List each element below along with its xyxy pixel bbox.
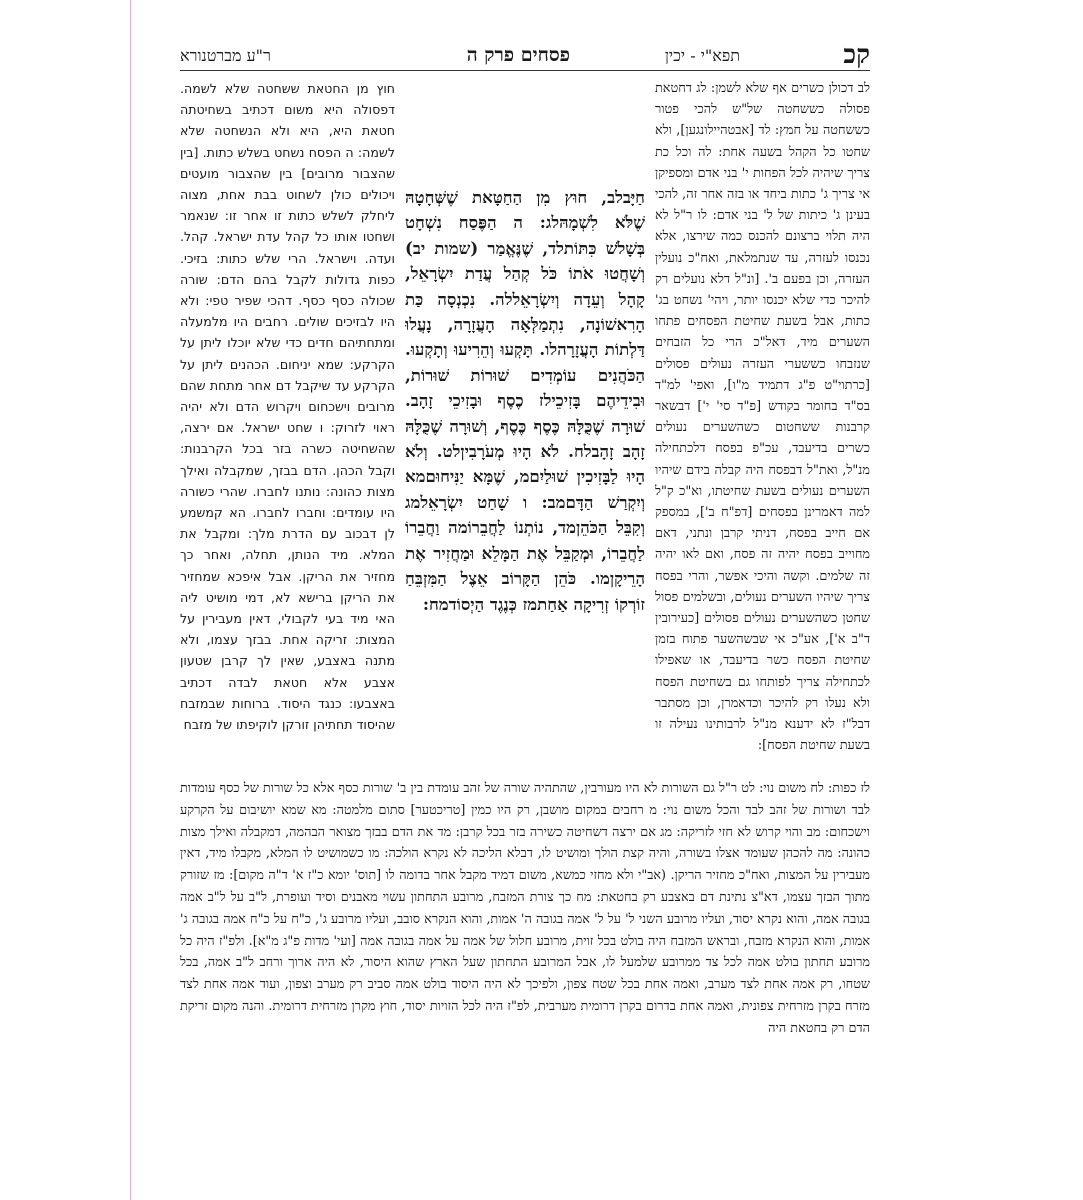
page-border — [130, 0, 131, 1200]
tractate-chapter-title: פסחים פרק ה — [466, 44, 570, 66]
mishnah-text-block — [405, 185, 645, 730]
tiferet-yisrael-commentary — [655, 78, 870, 778]
commentary-title: תפא"י - יכין — [664, 46, 740, 65]
bartenura-title: ר"ע מברטנורא — [180, 46, 271, 65]
bottom-commentary — [180, 778, 870, 1148]
bartenura-commentary — [180, 78, 395, 790]
header-rule — [180, 70, 870, 71]
page-header — [180, 40, 870, 74]
commentary-left-text: חוץ מן החטאת ששחטה שלא לשמה. דפסולה היא משום דכתיב בשחיטתה חטאת היא, היא ולא הנשחטה שלא לשמה: ה הפסח נשחט בשלש כתות. [בין שהצבור מרובים] בין שהצבור מועטים ויכולים כולן לשחוט בבת אחת, מצוה ליחלק לשלש כתות זו אחר זו: שנאמר ושחטו אותו כל קהל עדת ישראל. קהל. ועדה. וישראל. הרי שלש כתות: בזיכי. כפות גדולות לקבל בהם הדם: שורה שכולה כסף כסף. דהכי שפיר טפי: ולא היו לבזיכים שולים. רחבים היו מלמעלה ומתחתיהם חדים כדי שלא יוכלו ליתן על הקרקע: שמא יניחום. הכהנים ליתן על הקרקע עד שיקבל דם אחר מתחת שהם מרובים וישכחום ויקרוש הדם ולא יהיה ראוי לזרוק: ו שחט ישראל. אם ירצה, שהשחיטה כשרה בזר בכל הקרבנות: וקבל הכהן. הדם בבזך, שמקבלה ואילך מצות כהונה: נותנו לחברו. שהרי כשורה היו עומדים: וחברו לחברו. הא קמשמע לן דבכוב עם הדרת מלך: ומקבל את המלא. מיד הנותן, תחלה, ואחר כך מחזיר את הריקן. אבל איפכא שמחזיר את הריקן ברישא לא, דמי מושיט ליה האי מיד בעי לקבולי, דאין מעבירין על המצות: זריקה אחת. בבזך עצמו, ולא מתנה באצבע, שאין לך קרבן שטעון אצבע אלא חטאת לבדה דכתיב באצבעו: כנגד היסוד. ברוחות שבמזבח שהיסוד תחתיהן זורקן לוקיפתו של מזבח — [180, 81, 395, 733]
commentary-bottom-text: לז כפות: לח משום נוי: לט ר"ל גם השורות לא היו מעורבין, שהתהיה שורה של זהב עומדת בין ב' שורות כסף אלא כל שורות של כסף עומדות לבד ושורות של זהב לבד והכל משום נוי: מ רחבים במקום מושבן, רק היו כמין [טריכטער] סתום מלמטה: מא שמא יושיבום על הקרקע וישכחום: מב והוי קרוש לא חזי לזריקה: מג אם ירצה דשחיטה כשירה בזר בכל קרבן: מד את הדם בבזך מצואר הבהמה, דמקבלה ואילך מצות כהונה: מה להכהן שעומד אצלו בשורה, והיה קצת הולך ומושיט לו, דבלא הליכה לא נקרא הולכה: מו כשמושיט לו המלא, מקבלו מיד, דאין מעבירין על המצות, ואח"כ מחזיר הריקן. (אב"י ולא מחזי כמשא, משום דמיד מקבל אחר בדומה לו [תוס' יומא כ"ז א' ד"ה מקום]: מז שזורק מתוך הבזך עצמו, דא"צ נתינת דם באצבע רק בחטאת: מח כך צורת המזבח, מרובע התחתון עשוי מאבנים וסיד ועופרת, ל"ב על ל"ב אמה בגובה אמה, והוא נקרא יסוד, ועליו מרובע השני ל' על ל' אמה בגובה ה' אמות, והוא הנקרא סובב, ועליו מרובע ג', כ"ח על כ"ח אמה בגובה ג' אמות, והוא הנקרא מזבח, ובראש המזבח היה בולט בכל זוית, מרובע חלול של אמה על אמה בגובה אמה [ועי' מדות פ"ג מ"א]. ולפ"ז היה כל מרובע תחתון בולט אמה לכל צד ממרובע שלמעל לו, אבל המרובע התחתון שעל הארץ שהוא היסוד, לא היה ארוך ורחב ל"ב אמה, בכל שטחו, רק אמה אחת לצד מערב, ואמה אחת בכל שטח צפון, ולפיכך לא היה היסוד בולט אמה סביב רק מערב וצפון, ועוד אמה אחת לצד מזרח בקרן מזרחית צפונית, ואמה אחת בדרום בקרן דרומית מערבית, לפ"ז היה לכל הזויות יסוד, חוץ מקרן מזרחית דרומית. והנה מקום זריקת הדם רק בחטאת היה — [180, 781, 870, 1036]
commentary-right-text: לב דכולן כשרים אף שלא לשמן: לג דחטאת פסולה כששחטה של"ש להכי פטור כששחטה על חמץ: לד [אבטהיילונגען], ולא שחטו כל הקהל בשעה אחת: לה וכל כת צריך שיהיה לכל הפחות י' בני אדם ומספיקן אי צריך ג' כתות ביחד או בזה אחר זה, להכי בעינן ג' כיתות של ל' בני אדם: לו ר"ל לא היה תלוי ברצונם להכנס כמה שירצו, אלא נכנסו לעזרה, עד שנתמלאת, ואח"כ נועלין העזרה, וכן בפעם ב'. [ונ"ל דלא נועלים רק להיכר כדי שלא יכנסו יותר, ויהי' נשחט בג' כתות, אבל בשעת שחיטת הפסחים פתחו השערים מיד, דאל"כ הרי כל הזבחים שנזבחו כששערי העזרה נעולים פסולים [כרתוי"ט פ"ג דתמיד מ"ו], ואפי' למ"ד בס"ד בחומר בקודש [פ"ד סי' י'] דבשאר קרבנות ששחטום כשהשערים נעולים כשרים בדיעבד, עכ"פ בפסח דלכתחילה מנ"ל, ואת"ל דבפסח היה קבלה בידם שיהיו השערים נעולים בשעת שחיטתו, וא"כ ק"ל למה דאמרינן בפסחים [דפ"ח ב'], במספק אם חייב בפסח, דניתי קרבן ונתני, דאם מחוייב בפסח יהיה זה פסח, ואם לאו יהיה זה שלמים. וקשה והיכי אפשר, והרי בפסח צריך שיהיו השערים נעולים, ובשלמים פסול שחטן כשהשערים נעולים פסולים [כעירובין ד"ב א'], אע"כ אי שבשהשער פתוח בזמן שחיטת הפסח כשר בדיעבד, או שאפילו לכתחילה צריך לפותחו גם בשחיטת הפסח ולא נעלו רק להיכר וכדאמרן, וכן מסתבר דבל"ז לא ידענא מנ"ל לרבותינו נעילה זו בשעת שחיטת הפסח]: — [655, 81, 870, 754]
page-number: קכ — [843, 40, 870, 70]
mishnah-text: חַיָּבלב, חוּץ מִן הַחַטָּאת שֶׁשְּׁחָטָהּ שֶׁלֹּא לִשְׁמָהּלג: ה הַפֶּסַח נִשְׁחָט בְּשָׁלֹשׁ כִּתּוֹתלד, שֶׁנֶּאֱמַר (שמות יב) וְשָׁחֲטוּ אֹתוֹ כֹּל קְהַל עֲדַת יִשְׂרָאֵל, קָהָל וְעֵדָה וְיִשְׂרָאֵללה. נִכְנְסָה כַּת הָרִאשׁוֹנָה, נִתְמַלְּאָה הָעֲזָרָה, נָעֲלוּ דַּלְתוֹת הָעֲזָרָהלו. תָּקְעוּ וְהֵרִיעוּ וְתָקְעוּ. הַכֹּהֲנִים עוֹמְדִים שׁוּרוֹת שׁוּרוֹת, וּבִידֵיהֶם בָּזִיכֵילז כֶסֶף וּבָזִיכֵי זָהָב. שׁוּרָה שֶׁכֻּלָּהּ כֶּסֶף כֶּסֶף, וְשׁוּרָה שֶׁכֻּלָּהּ זָהָב זָהָבלח. לֹא הָיוּ מְעֹרָבִיןלט. וְלֹא הָיוּ לַבָּזִיכִין שׁוּלַיִםמ, שֶׁמָּא יַנִּיחוּםמא וְיִקְרַשׁ הַדָּםמב: ו שָׁחַט יִשְׂרָאֵלמג וְקִבֵּל הַכֹּהֵןמד, נוֹתְנוֹ לַחֲבֵרוֹמה וַחֲבֵרוֹ לַחֲבֵרוֹ, וּמְקַבֵּל אֶת הַמָּלֵא וּמַחֲזִיר אֶת הָרֵיקָןמו. כֹּהֵן הַקָּרוֹב אֵצֶל הַמִּזְבֵּחַ זוֹרְקוֹ זְרִיקָה אַחַתמז כְּנֶגֶד הַיְסוֹדמח: — [405, 187, 645, 614]
